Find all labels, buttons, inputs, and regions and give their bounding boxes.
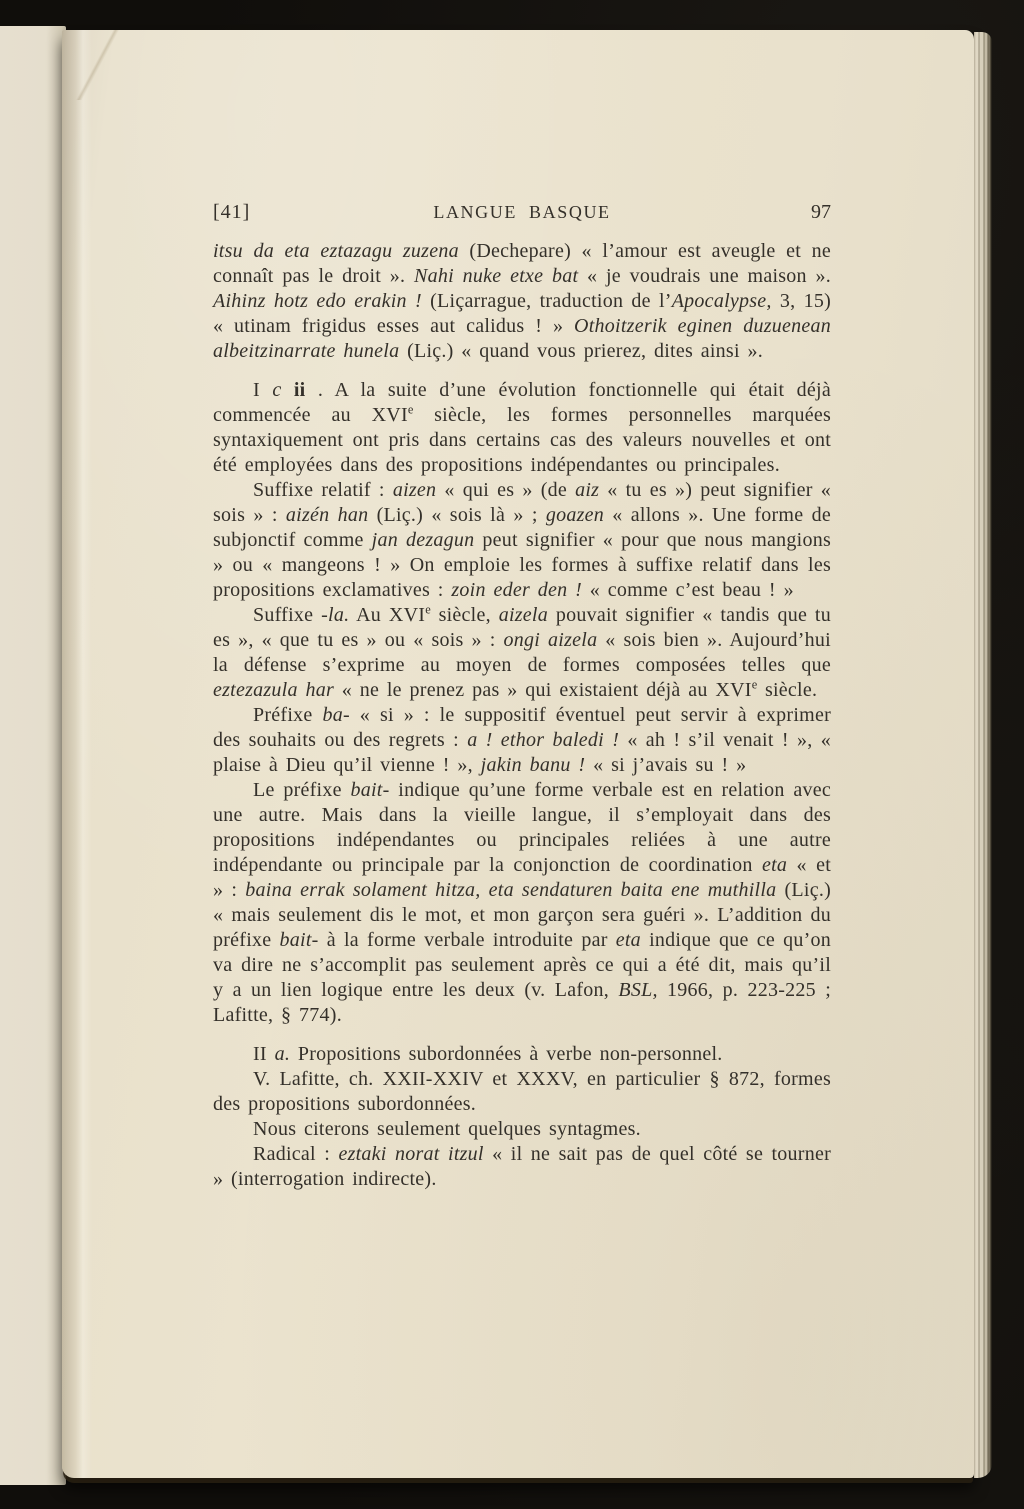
text-segment: pouvait signifier « tandis que tu es », « que tu es » ou « sois » : — [213, 604, 831, 651]
text-segment: aiz — [575, 479, 608, 501]
paragraph — [213, 239, 831, 364]
text-segment: 1966, p. 223-225 ; Lafitte, § 774). — [213, 979, 831, 1026]
text-segment: Au XVI — [349, 604, 426, 626]
text-segment: à la forme verbale introduite par — [326, 929, 616, 951]
text-segment: ii — [293, 379, 306, 401]
text-segment: « si j’avais su ! » — [585, 754, 747, 776]
text-segment: aizela — [498, 604, 556, 626]
running-title: LANGUE BASQUE — [433, 202, 611, 222]
text-segment: ba- — [322, 704, 360, 726]
text-segment: Préfixe — [253, 704, 323, 726]
text-segment: jan dezagun — [371, 529, 483, 551]
text-segment: Apocalypse, — [671, 290, 772, 312]
text-segment: Suffixe — [253, 604, 322, 626]
text-segment: 3, 15) « utinam frigidus esses aut calidus ! » — [213, 290, 831, 337]
text-segment: « qui es » (de — [444, 479, 576, 501]
text-segment: (Liç.) « sois là » ; — [376, 504, 546, 526]
text-segment: Suffixe relatif : — [253, 479, 393, 501]
text-segment: « tu es ») peut signifier « sois » : — [213, 479, 831, 526]
text-segment: « si » : le suppositif éventuel peut servir à exprimer des souhaits ou des regrets : — [213, 704, 831, 751]
paragraph — [213, 1142, 831, 1192]
text-segment: Othoitzerik eginen duzuenean albeitzinarrate hunela — [213, 315, 831, 362]
text-segment: ongi aizela — [503, 629, 606, 651]
text-segment: bait- — [350, 779, 399, 801]
text-segment: (Liç.) « quand vous prierez, dites ainsi ». — [407, 340, 764, 362]
text-segment: indique que ce qu’on va dire ne s’accomplit pas seulement après ce qui a été dit, mais qu’il y a un lien logique entre les deux (v. Lafon, — [213, 929, 832, 1001]
text-segment: Nous citerons seulement quelques syntagmes. — [253, 1118, 641, 1140]
previous-page-edge — [0, 26, 66, 1485]
text-block — [213, 239, 831, 1192]
paragraph — [213, 1042, 831, 1067]
text-segment: bait- — [279, 929, 327, 951]
text-segment: Le préfixe — [253, 779, 351, 801]
text-segment: a ! ethor baledi ! — [467, 729, 628, 751]
text-segment: « allons ». Une forme de subjonctif comme — [213, 504, 831, 551]
text-segment: I — [253, 379, 273, 401]
page-number: 97 — [811, 201, 831, 223]
paragraph — [213, 778, 831, 1028]
paragraph — [213, 378, 831, 478]
text-segment: « sois bien ». Aujourd’hui la défense s’exprime au moyen de formes composées telles que — [213, 629, 831, 676]
text-segment: siècle. — [757, 679, 818, 701]
text-segment: c — [272, 379, 294, 401]
text-segment: eta — [762, 854, 797, 876]
text-segment: aizén han — [285, 504, 377, 526]
text-segment: « ah ! s’il venait ! », « plaise à Dieu qu’il vienne ! », — [213, 729, 831, 776]
text-segment: e — [425, 602, 431, 617]
text-segment: Radical : — [253, 1143, 339, 1165]
text-segment: Aihinz hotz edo erakin ! — [213, 290, 431, 312]
text-segment: a. — [274, 1043, 291, 1065]
text-segment: Nahi nuke etxe bat — [414, 265, 588, 287]
book-page — [62, 30, 974, 1478]
paragraph — [213, 478, 831, 603]
text-segment: goazen — [545, 504, 613, 526]
text-segment: « comme c’est beau ! » — [589, 579, 794, 601]
text-segment: jakin banu ! — [480, 754, 586, 776]
text-segment: (Liç.) « mais seulement dis le mot, et mon garçon sera guéri ». L’addition du préfixe — [213, 879, 831, 951]
text-segment: peut signifier « pour que nous mangions » ou « mangeons ! » On emploie les formes à suffixe relatif dans les propositions exclamatives : — [213, 529, 831, 601]
text-segment: (Liçarrague, traduction de l’ — [430, 290, 672, 312]
text-segment: II — [253, 1043, 275, 1065]
text-segment: . A la suite d’une évolution fonctionnelle qui était déjà commencée au XVI — [213, 379, 831, 426]
text-segment: eztezazula har — [213, 679, 342, 701]
text-segment: « ne le prenez pas » qui existaient déjà au XVI — [341, 679, 752, 701]
gutter-shadow — [62, 30, 92, 1478]
text-segment: eztaki norat itzul — [338, 1143, 493, 1165]
text-segment: aizen — [392, 479, 445, 501]
paragraph — [213, 1067, 831, 1117]
text-segment: « il ne sait pas de quel côté se tourner » (interrogation indirecte). — [213, 1143, 831, 1190]
text-segment: e — [407, 402, 414, 417]
text-segment: siècle, les formes personnelles marquées syntaxiquement ont pris dans certains cas des valeurs nouvelles et ont été employées dans des propositions indépendantes ou principales. — [213, 404, 831, 476]
paragraph — [213, 603, 831, 703]
text-segment: (Dechepare) « l’amour est aveugle et ne connaît pas le droit ». — [213, 240, 831, 287]
text-segment: BSL, — [618, 979, 658, 1001]
text-segment: siècle, — [430, 604, 499, 626]
text-segment: V. Lafitte, ch. XXII-XXIV et XXXV, en particulier § 872, formes des propositions subordonnées. — [213, 1068, 831, 1115]
text-segment: -la. — [321, 604, 350, 626]
text-segment: e — [751, 677, 758, 692]
text-segment: indique qu’une forme verbale est en relation avec une autre. Mais dans la vieille langue, il s’employait dans des propositions indépendantes ou principales reliées à une autre indépendante ou principale par la conjonction de coordination — [213, 779, 831, 876]
text-segment: « je voudrais une maison ». — [587, 265, 832, 287]
text-segment: itsu da eta eztazagu zuzena — [213, 240, 470, 262]
text-segment: zoin eder den ! — [451, 579, 590, 601]
paragraph — [213, 703, 831, 778]
corner-crease — [72, 30, 124, 100]
text-segment: baina errak solament hitza, eta sendaturen baita ene muthilla — [245, 879, 785, 901]
article-number: [41] — [213, 201, 251, 223]
paragraph — [213, 1117, 831, 1142]
text-segment: eta — [615, 929, 650, 951]
page-header — [213, 198, 831, 224]
page-edge-stack — [974, 32, 992, 1478]
text-segment: « et » : — [213, 854, 832, 901]
text-segment: Propositions subordonnées à verbe non-personnel. — [290, 1043, 723, 1065]
